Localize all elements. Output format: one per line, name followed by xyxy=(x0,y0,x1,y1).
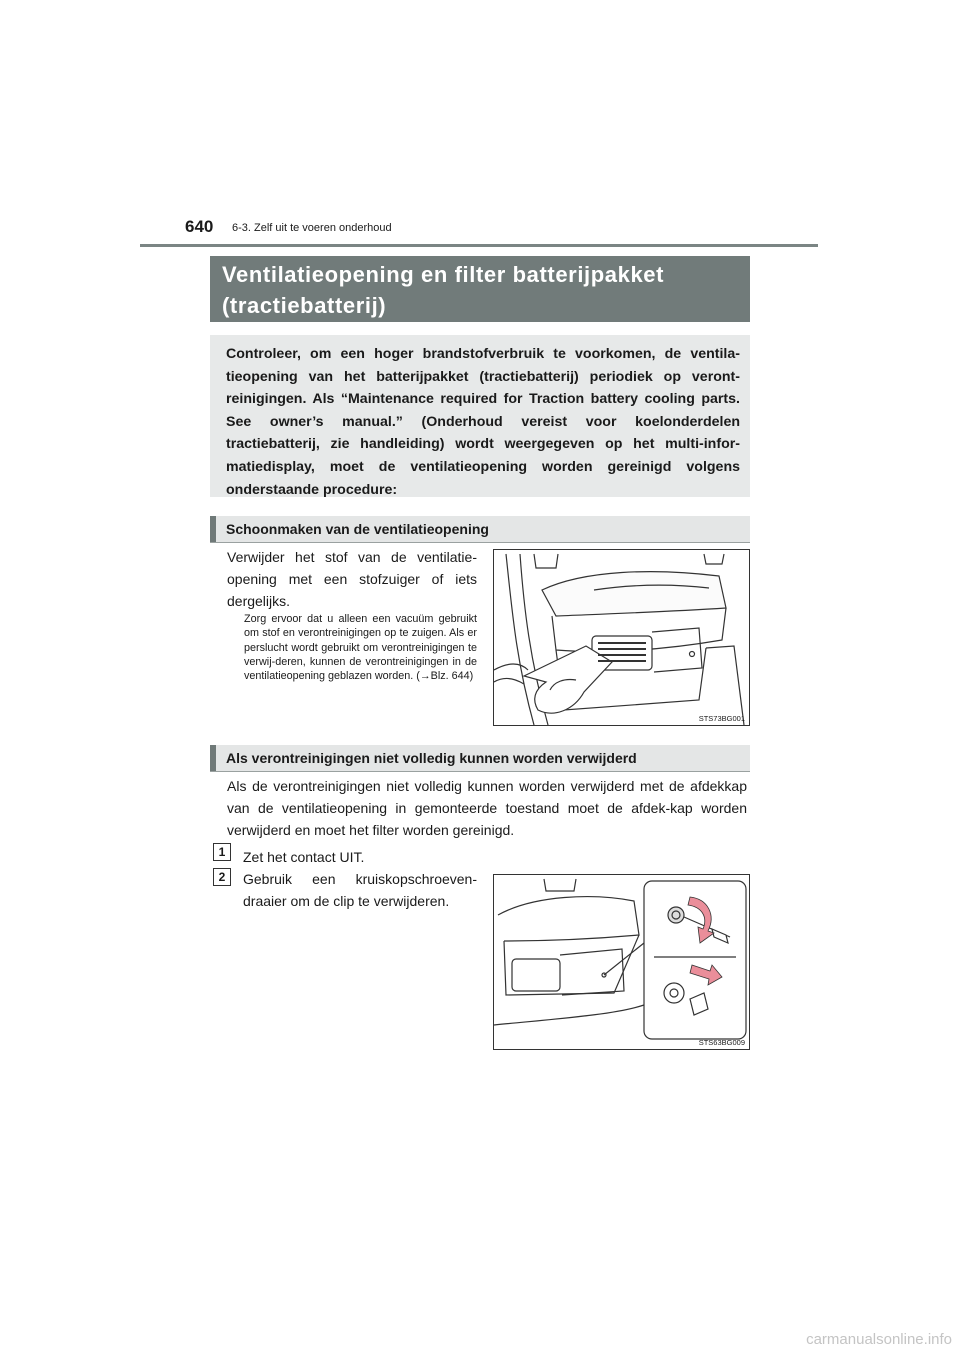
step-text-1: Zet het contact UIT. xyxy=(243,849,365,865)
figure-vacuum-cleaning xyxy=(493,549,750,726)
step-text-2: Gebruik een kruiskopschroeven-draaier om de clip te verwijderen. xyxy=(243,871,477,909)
figure-code-2: STS63BG009 xyxy=(698,1038,745,1047)
clip-illustration xyxy=(494,875,749,1049)
heading-label: Schoonmaken van de ventilatieopening xyxy=(226,521,489,537)
intro-box: Controleer, om een hoger brandstofverbruik te voorkomen, de ventila-tieopening van het batterijpakket (tractiebatterij) periodiek op veront-reinigingen. Als “Maintenance required for Traction battery cooling parts. See owner’s manual.” (Onderhoud vereist voor koelonderdelen tractiebatterij, zie handleiding) wordt weergegeven op het multi-infor-matiedisplay, moet de ventilatieopening worden gereinigd volgens onderstaande procedure: xyxy=(210,335,750,497)
section-title-box xyxy=(210,256,750,322)
watermark: carmanualsonline.info xyxy=(806,1331,952,1348)
header-rule xyxy=(140,244,818,247)
subsection-heading-cleaning xyxy=(210,516,750,543)
chapter-title: 6-3. Zelf uit te voeren onderhoud xyxy=(232,222,392,234)
step-number-2: 2 xyxy=(213,868,231,886)
figure-clip-removal xyxy=(493,874,750,1050)
heading-label: Als verontreinigingen niet volledig kunnen worden verwijderd xyxy=(226,750,637,766)
cleaning-instruction: Verwijder het stof van de ventilatie-opening met een stofzuiger of iets dergelijks. xyxy=(227,549,477,609)
heading-bar xyxy=(210,516,216,542)
step-number-1: 1 xyxy=(213,843,231,861)
figure-code-1: STS73BG001 xyxy=(698,714,745,723)
page-number: 640 xyxy=(185,217,214,236)
cleaning-note: Zorg ervoor dat u alleen een vacuüm gebruikt om stof en verontreinigingen op te zuigen. Als er perslucht wordt gebruikt om verontreinigingen te verwij-deren, kunnen de verontreinigingen in de ventilatieopening geblazen worden. (→Blz. 644) xyxy=(244,613,477,683)
subsection-heading-not-removed xyxy=(210,745,750,772)
filter-instruction: Als de verontreinigingen niet volledig kunnen worden verwijderd met de afdekkap van de ventilatieopening in gemonteerde toestand moet de afdek-kap worden verwijderd en moet het filter worden gereinigd. xyxy=(227,778,747,838)
title-line-2: (tractiebatterij) xyxy=(222,293,387,318)
heading-bar xyxy=(210,745,216,771)
vacuum-illustration xyxy=(494,550,749,725)
title-line-1: Ventilatieopening en filter batterijpakket xyxy=(222,262,665,287)
